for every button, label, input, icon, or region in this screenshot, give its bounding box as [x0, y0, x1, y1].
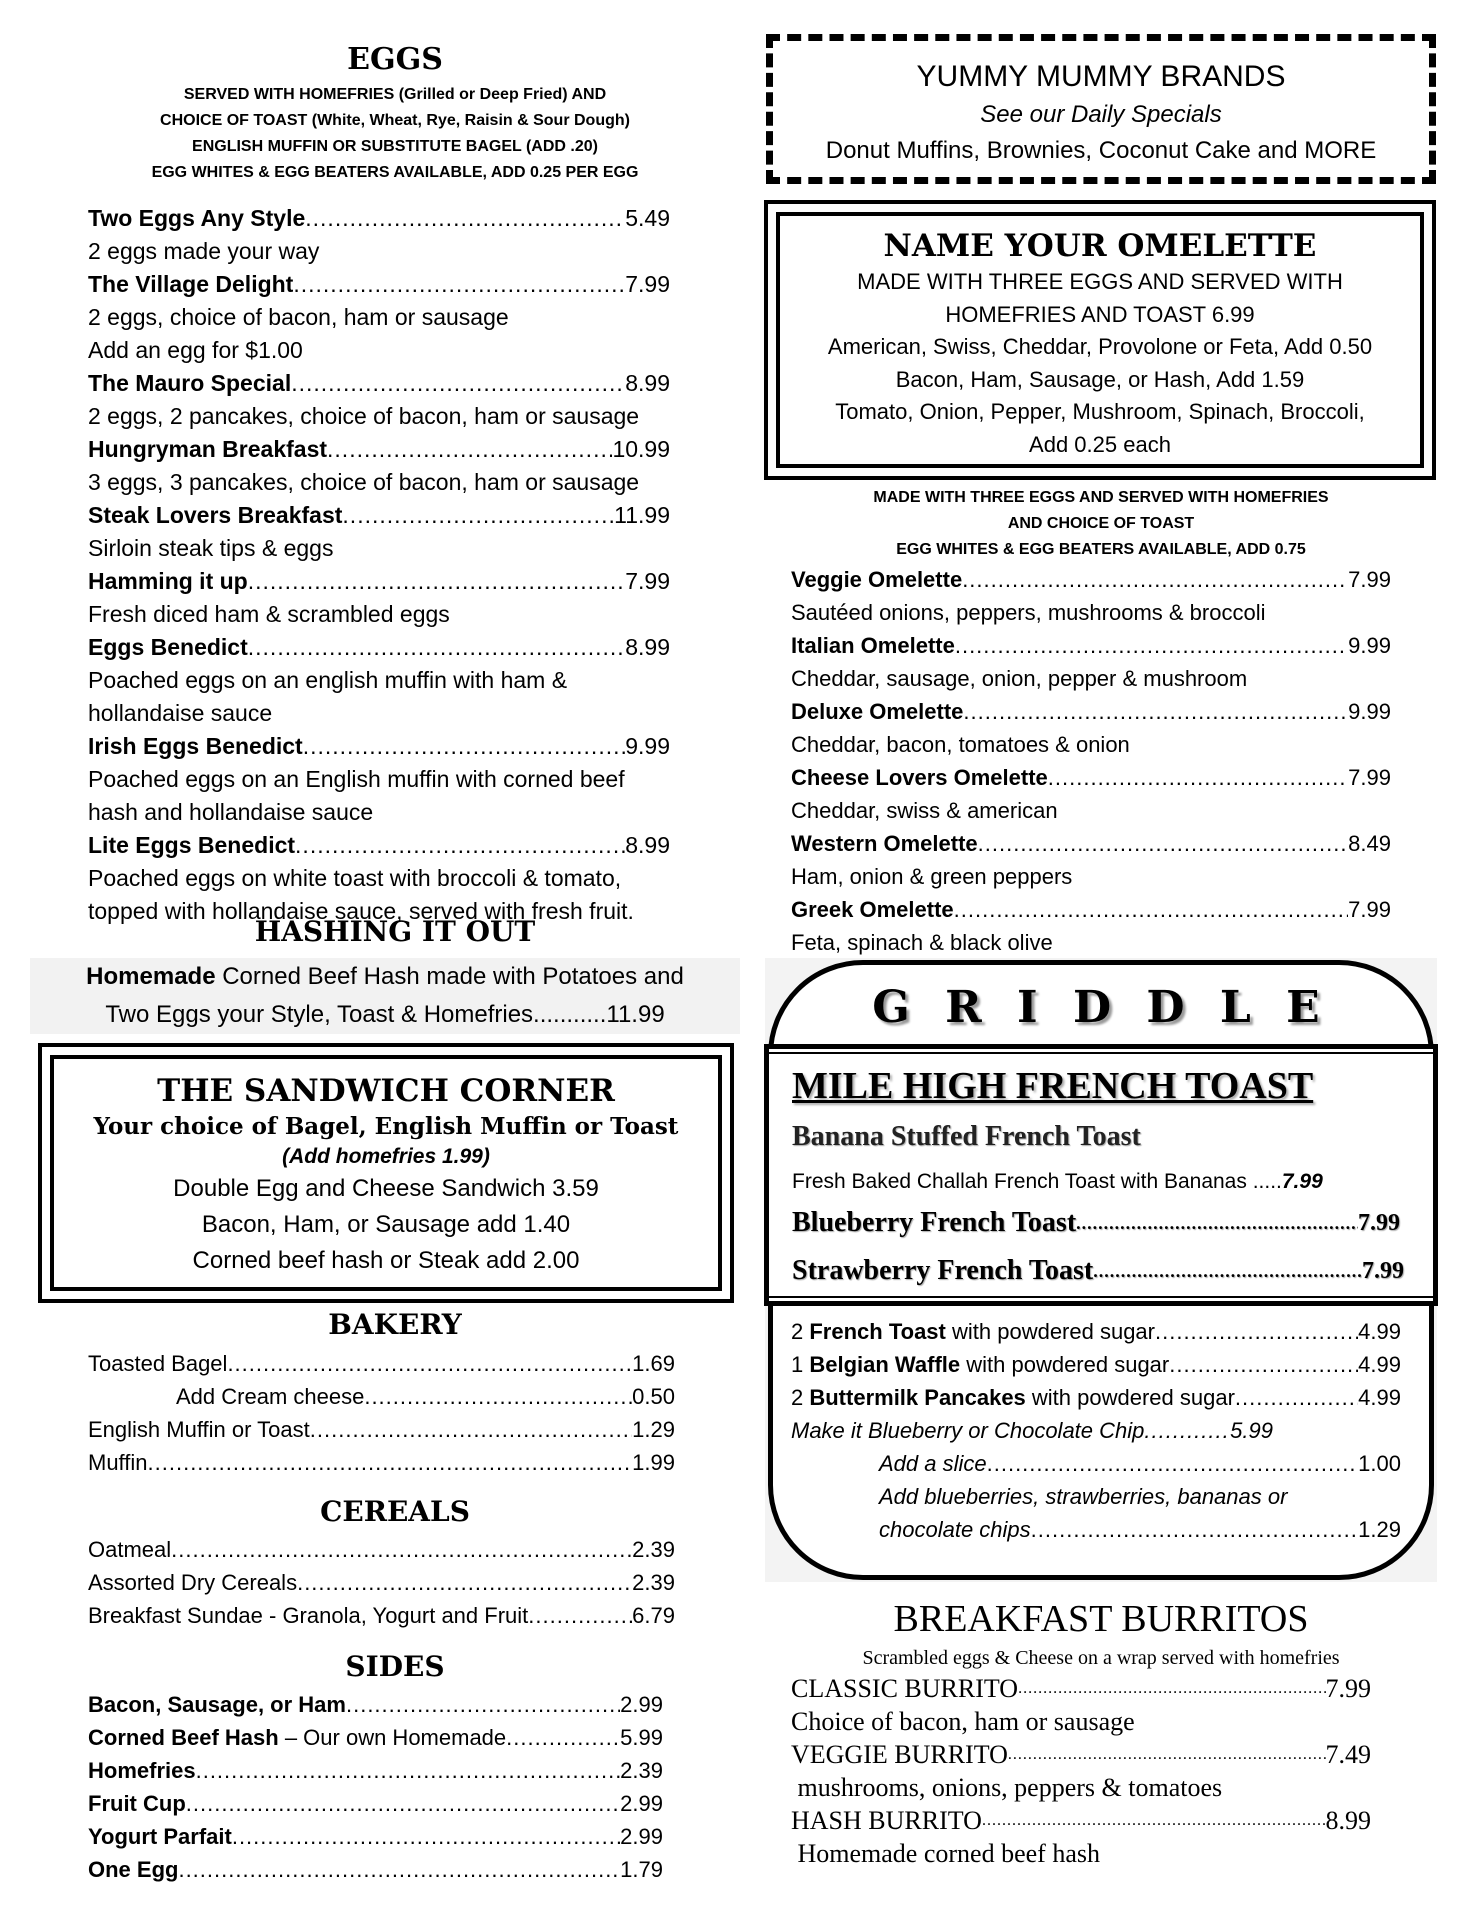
- sandwich-add: (Add homefries 1.99): [282, 1145, 490, 1168]
- item-desc: Ham, onion & green peppers: [791, 864, 1073, 889]
- menu-item: [88, 202, 670, 235]
- item-desc: hash and hollandaise sauce: [88, 799, 374, 825]
- item-name: Toasted Bagel: [88, 1351, 228, 1376]
- item-desc: Sautéed onions, peppers, mushrooms & broccoli: [791, 600, 1266, 625]
- omelettes-list: [791, 563, 1391, 959]
- item-name: Strawberry French Toast: [792, 1255, 1094, 1286]
- item-price: 7.99: [1348, 897, 1391, 922]
- menu-item: [88, 1721, 663, 1754]
- menu-item: [88, 1754, 663, 1787]
- item-name: Oatmeal: [88, 1537, 172, 1562]
- hashing-title: HASHING IT OUT: [254, 915, 536, 948]
- item-desc: hollandaise sauce: [88, 700, 273, 726]
- menu-item: [88, 1688, 663, 1721]
- item-name: Belgian Waffle: [809, 1352, 961, 1377]
- item-name: Western Omelette: [791, 831, 978, 856]
- item-name: Corned Beef Hash: [88, 1725, 279, 1750]
- add-slice-text: Add a slice: [879, 1451, 987, 1476]
- item-price: 8.99: [625, 370, 670, 396]
- item-desc: 3 eggs, 3 pancakes, choice of bacon, ham or sausage: [88, 469, 640, 495]
- menu-item: [88, 1599, 675, 1632]
- item-price: 4.99: [1358, 1385, 1401, 1410]
- sides-list: [88, 1688, 663, 1886]
- sandwich-line: Corned beef hash or Steak add 2.00: [192, 1247, 580, 1274]
- menu-item: [88, 631, 670, 664]
- mile-high-title: MILE HIGH FRENCH TOAST: [792, 1065, 1314, 1107]
- sandwich-title: THE SANDWICH CORNER: [157, 1073, 615, 1109]
- eggs-notes: [70, 82, 720, 186]
- item-name: The Village Delight: [88, 271, 294, 297]
- item-price: 8.99: [625, 634, 670, 660]
- menu-item: [88, 565, 670, 598]
- menu-item: [791, 1804, 1371, 1837]
- item-name: Hamming it up: [88, 568, 248, 594]
- item-price: 2.39: [632, 1537, 675, 1562]
- menu-item: [88, 268, 670, 301]
- burritos-list: [791, 1672, 1371, 1870]
- menu-item: [791, 1348, 1401, 1381]
- menu-item: [791, 1738, 1371, 1771]
- item-price: 7.99: [625, 271, 670, 297]
- item-price: 7.99: [1348, 567, 1391, 592]
- item-desc: Cheddar, swiss & american: [791, 798, 1058, 823]
- menu-item: [88, 1787, 663, 1820]
- item-price: 1.79: [620, 1857, 663, 1882]
- item-price: 4.99: [1358, 1319, 1401, 1344]
- item-name: Veggie Omelette: [791, 567, 963, 592]
- item-extra: with powdered sugar: [945, 1319, 1155, 1344]
- item-price: 5.99: [1230, 1418, 1273, 1443]
- menu-item: [791, 761, 1391, 794]
- item-price: 9.99: [1348, 633, 1391, 658]
- item-name: Deluxe Omelette: [791, 699, 964, 724]
- item-price: 2.99: [620, 1824, 663, 1849]
- omelettes-note: AND CHOICE OF TOAST: [1007, 515, 1195, 532]
- make-it-text: Make it Blueberry or Chocolate Chip: [791, 1418, 1145, 1443]
- griddle-title: G R I D D L E: [872, 982, 1330, 1033]
- item-desc: Feta, spinach & black olive: [791, 930, 1053, 955]
- item-desc: 2 eggs, 2 pancakes, choice of bacon, ham or sausage: [88, 403, 640, 429]
- item-price: 7.99: [1362, 1258, 1404, 1284]
- item-desc: Homemade corned beef hash: [791, 1839, 1100, 1868]
- item-name: Muffin: [88, 1450, 148, 1475]
- menu-item: [88, 1853, 663, 1886]
- item-name: Add Cream cheese: [176, 1384, 365, 1409]
- item-price: 6.79: [632, 1603, 675, 1628]
- cereals-title: CEREALS: [320, 1495, 470, 1528]
- item-name: Steak Lovers Breakfast: [88, 502, 343, 528]
- item-qty: 2: [791, 1385, 810, 1410]
- item-price: 4.99: [1358, 1352, 1401, 1377]
- menu-item: [791, 629, 1391, 662]
- item-name: Breakfast Sundae - Granola, Yogurt and Fruit: [88, 1603, 529, 1628]
- omelette-line: HOMEFRIES AND TOAST 6.99: [945, 301, 1255, 327]
- omelettes-note: EGG WHITES & EGG BEATERS AVAILABLE, ADD 0.75: [896, 541, 1306, 558]
- eggs-list: [88, 202, 670, 928]
- item-desc: Add an egg for $1.00: [88, 337, 303, 363]
- menu-item: [88, 1566, 675, 1599]
- item-name: Greek Omelette: [791, 897, 954, 922]
- item-price: 8.49: [1348, 831, 1391, 856]
- menu-item: [791, 827, 1391, 860]
- strawberry-french-toast: [792, 1250, 1404, 1292]
- item-desc: 2 eggs made your way: [88, 238, 320, 264]
- item-price: 7.99: [1348, 765, 1391, 790]
- bakery-title: BAKERY: [328, 1308, 462, 1341]
- item-name: Buttermilk Pancakes: [809, 1385, 1026, 1410]
- item-desc: Cheddar, bacon, tomatoes & onion: [791, 732, 1130, 757]
- sandwich-box: [50, 1055, 722, 1291]
- item-name: Homefries: [88, 1758, 196, 1783]
- menu-item: [88, 433, 670, 466]
- eggs-note: EGG WHITES & EGG BEATERS AVAILABLE, ADD 0.25 PER EGG: [151, 164, 639, 181]
- item-name: Eggs Benedict: [88, 634, 248, 660]
- yummy-subtitle: See our Daily Specials: [980, 101, 1222, 128]
- item-price: 9.99: [625, 733, 670, 759]
- item-price: 0.50: [632, 1384, 675, 1409]
- menu-item: [88, 1446, 675, 1479]
- item-name: Blueberry French Toast: [792, 1207, 1077, 1238]
- burritos-subtitle: Scrambled eggs & Cheese on a wrap served with homefries: [862, 1647, 1340, 1669]
- item-name: English Muffin or Toast: [88, 1417, 310, 1442]
- menu-item: [791, 1447, 1401, 1480]
- item-name: Hungryman Breakfast: [88, 436, 328, 462]
- menu-item: [88, 829, 670, 862]
- omelette-line: Bacon, Ham, Sausage, or Hash, Add 1.59: [895, 366, 1305, 392]
- menu-item: [791, 893, 1391, 926]
- hashing-line1: Corned Beef Hash made with Potatoes and: [215, 963, 684, 990]
- omelette-line: Tomato, Onion, Pepper, Mushroom, Spinach, Broccoli,: [835, 399, 1365, 424]
- hashing-line2: Two Eggs your Style, Toast & Homefries...........11.99: [105, 1001, 665, 1028]
- omelettes-notes: [766, 485, 1436, 563]
- item-name: One Egg: [88, 1857, 179, 1882]
- banana-title: Banana Stuffed French Toast: [792, 1121, 1141, 1152]
- eggs-title: EGGS: [347, 42, 443, 77]
- item-desc: Fresh diced ham & scrambled eggs: [88, 601, 450, 627]
- item-desc: Cheddar, sausage, onion, pepper & mushroom: [791, 666, 1248, 691]
- item-desc: Sirloin steak tips & eggs: [88, 535, 334, 561]
- item-price: 1.29: [1358, 1517, 1401, 1542]
- item-price: 9.99: [1348, 699, 1391, 724]
- item-name: Lite Eggs Benedict: [88, 832, 296, 858]
- omelette-box: [776, 212, 1424, 468]
- menu-item: [88, 1820, 663, 1853]
- item-name: Irish Eggs Benedict: [88, 733, 303, 759]
- hashing-bold: Homemade: [86, 963, 216, 990]
- omelette-line: MADE WITH THREE EGGS AND SERVED WITH: [857, 269, 1343, 294]
- bakery-list: [88, 1347, 675, 1479]
- omelette-title: NAME YOUR OMELETTE: [883, 228, 1317, 264]
- griddle-list: [791, 1315, 1401, 1546]
- item-price: 2.39: [632, 1570, 675, 1595]
- item-price: 2.99: [620, 1692, 663, 1717]
- item-price: 5.99: [620, 1725, 663, 1750]
- item-name: Italian Omelette: [791, 633, 955, 658]
- item-price: 2.99: [620, 1791, 663, 1816]
- item-desc: mushrooms, onions, peppers & tomatoes: [791, 1773, 1223, 1802]
- item-name: Fruit Cup: [88, 1791, 186, 1816]
- item-price: 1.69: [632, 1351, 675, 1376]
- item-name: HASH BURRITO: [791, 1806, 982, 1835]
- menu-item: [791, 1381, 1401, 1414]
- eggs-note: CHOICE OF TOAST (White, Wheat, Rye, Raisin & Sour Dough): [160, 112, 630, 129]
- menu-item: [88, 1533, 675, 1566]
- item-price: 7.99: [625, 568, 670, 594]
- menu-item: [88, 1380, 675, 1413]
- band-right-edge: [1433, 1044, 1438, 1306]
- item-price: 8.99: [1325, 1806, 1371, 1835]
- item-extra: with powdered sugar: [1025, 1385, 1235, 1410]
- item-name: Bacon, Sausage, or Ham: [88, 1692, 346, 1717]
- item-name: Two Eggs Any Style: [88, 205, 306, 231]
- item-extra: – Our own Homemade: [278, 1725, 507, 1750]
- menu-item: [88, 367, 670, 400]
- item-price: 1.00: [1358, 1451, 1401, 1476]
- item-desc: 2 eggs, choice of bacon, ham or sausage: [88, 304, 509, 330]
- band-left-edge: [764, 1044, 769, 1306]
- omelette-line: American, Swiss, Cheddar, Provolone or Feta, Add 0.50: [827, 334, 1373, 359]
- yummy-box: [766, 34, 1436, 184]
- item-name: Yogurt Parfait: [88, 1824, 232, 1849]
- banana-price: 7.99: [1281, 1170, 1323, 1193]
- banana-desc: Fresh Baked Challah French Toast with Bananas .....: [792, 1170, 1282, 1193]
- cereals-list: [88, 1533, 675, 1632]
- item-price: 1.99: [632, 1450, 675, 1475]
- menu-item: [88, 499, 670, 532]
- item-qty: 2: [791, 1319, 810, 1344]
- item-price: 1.29: [632, 1417, 675, 1442]
- menu-item: [791, 1414, 1273, 1447]
- menu-item: [791, 563, 1391, 596]
- item-name: Assorted Dry Cereals: [88, 1570, 298, 1595]
- item-desc: Choice of bacon, ham or sausage: [791, 1707, 1135, 1736]
- eggs-note: SERVED WITH HOMEFRIES (Grilled or Deep Fried) AND: [183, 86, 607, 103]
- sandwich-subtitle: Your choice of Bagel, English Muffin or Toast: [93, 1113, 679, 1140]
- menu-item: [791, 695, 1391, 728]
- item-extra: with powdered sugar: [960, 1352, 1170, 1377]
- item-desc: Poached eggs on an english muffin with ham &: [88, 667, 568, 693]
- menu-item: [88, 730, 670, 763]
- hashing-box: [30, 958, 740, 1034]
- item-name: VEGGIE BURRITO: [791, 1740, 1008, 1769]
- item-name: CLASSIC BURRITO: [791, 1674, 1019, 1703]
- item-price: 7.99: [1358, 1210, 1400, 1236]
- item-price: 11.99: [614, 502, 670, 528]
- item-price: 2.39: [620, 1758, 663, 1783]
- item-desc: Poached eggs on white toast with broccoli & tomato,: [88, 865, 622, 891]
- add-fruit-line: Add blueberries, strawberries, bananas or: [879, 1484, 1288, 1509]
- omelettes-note: MADE WITH THREE EGGS AND SERVED WITH HOMEFRIES: [873, 489, 1329, 506]
- item-price: 10.99: [612, 436, 670, 462]
- item-desc: Poached eggs on an English muffin with corned beef: [88, 766, 625, 792]
- menu-item: [791, 1672, 1371, 1705]
- omelette-line: Add 0.25 each: [1029, 431, 1171, 457]
- item-price: 7.49: [1325, 1740, 1371, 1769]
- item-name: French Toast: [809, 1319, 946, 1344]
- menu-item: [88, 1413, 675, 1446]
- add-fruit-text: chocolate chips: [879, 1517, 1031, 1542]
- sandwich-line: Bacon, Ham, or Sausage add 1.40: [201, 1211, 571, 1238]
- burritos-title: BREAKFAST BURRITOS: [893, 1598, 1309, 1640]
- item-price: 7.99: [1325, 1674, 1371, 1703]
- sides-title: SIDES: [345, 1650, 445, 1683]
- yummy-line: Donut Muffins, Brownies, Coconut Cake and MORE: [825, 137, 1377, 164]
- menu-item: [791, 1513, 1401, 1546]
- item-price: 5.49: [625, 205, 670, 231]
- yummy-title: YUMMY MUMMY BRANDS: [916, 60, 1286, 93]
- blueberry-french-toast: [792, 1202, 1400, 1244]
- banana-desc-line: [792, 1166, 1392, 1198]
- item-desc: topped with hollandaise sauce, served with fresh fruit.: [88, 898, 634, 924]
- menu-item: [88, 1347, 675, 1380]
- item-name: Cheese Lovers Omelette: [791, 765, 1048, 790]
- sandwich-line: Double Egg and Cheese Sandwich 3.59: [173, 1175, 599, 1202]
- item-price: 8.99: [625, 832, 670, 858]
- item-qty: 1: [791, 1352, 810, 1377]
- eggs-note: ENGLISH MUFFIN OR SUBSTITUTE BAGEL (ADD .20): [192, 138, 598, 155]
- item-name: The Mauro Special: [88, 370, 292, 396]
- menu-item: [791, 1315, 1401, 1348]
